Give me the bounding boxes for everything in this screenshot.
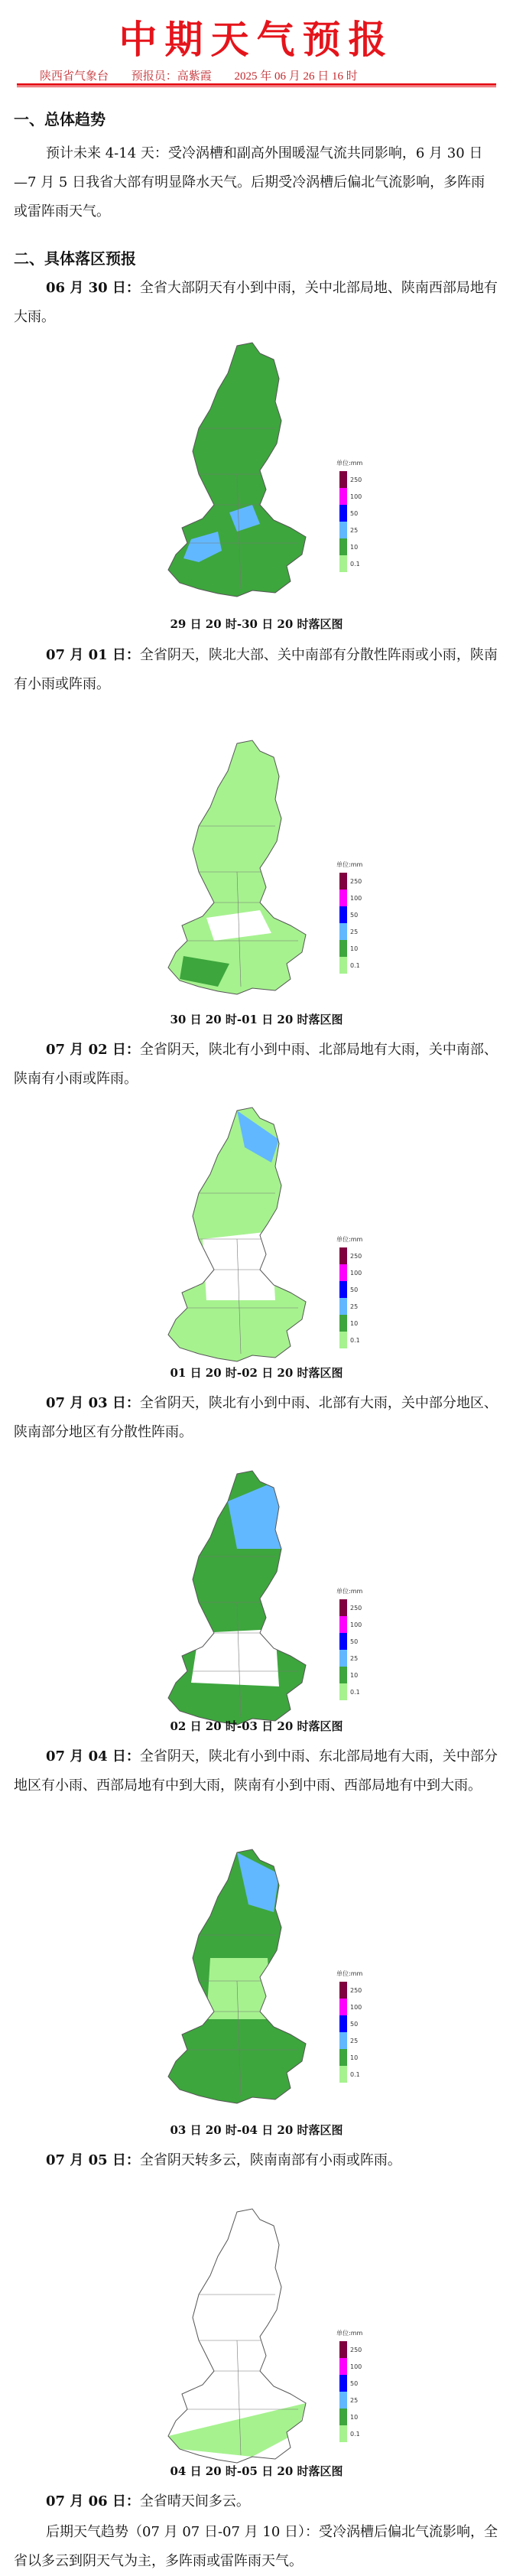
legend-swatch bbox=[339, 2392, 347, 2408]
later-trend-text: 受冷涡槽后偏北气流影响，全省以多云到阴天气为主，多阵雨或雷阵雨天气。 bbox=[14, 2524, 498, 2569]
legend-tick: 100 bbox=[350, 2004, 362, 2011]
province-fill bbox=[168, 740, 306, 994]
day-text: 全省晴天间多云。 bbox=[139, 2493, 250, 2509]
day-forecast bbox=[14, 2146, 498, 2175]
legend-tick: 0.1 bbox=[350, 962, 360, 969]
legend-swatch bbox=[339, 522, 347, 538]
shaanxi-map-svg bbox=[130, 1465, 329, 1732]
map-caption: 02 日 20 时-03 日 20 时落区图 bbox=[170, 1719, 343, 1733]
legend-tick: 10 bbox=[350, 2414, 359, 2421]
day-text: 全省阴天，陕北有小到中雨、北部局地有大雨，关中南部、陕南有小雨或阵雨。 bbox=[14, 1042, 498, 1087]
legend-tick: 250 bbox=[350, 878, 362, 885]
legend-tick: 250 bbox=[350, 1253, 362, 1260]
map-legend bbox=[336, 459, 385, 574]
legend-swatch bbox=[339, 1650, 347, 1667]
day-date: 07 月 03 日： bbox=[46, 1395, 140, 1411]
legend-tick: 25 bbox=[350, 2038, 359, 2044]
day-forecast bbox=[14, 2487, 498, 2516]
legend-tick: 250 bbox=[350, 2347, 362, 2353]
later-trend bbox=[14, 2518, 498, 2576]
legend-swatch bbox=[339, 2425, 347, 2442]
day-text: 全省阴天，陕北大部、关中南部有分散性阵雨或小雨，陕南有小雨或阵雨。 bbox=[14, 647, 498, 692]
legend-swatch bbox=[339, 555, 347, 572]
legend-tick: 25 bbox=[350, 2397, 359, 2404]
legend-swatch bbox=[339, 1999, 347, 2015]
legend-tick: 25 bbox=[350, 1655, 359, 1662]
map-legend bbox=[336, 1235, 385, 1350]
map-legend bbox=[336, 2329, 385, 2444]
legend-swatch bbox=[339, 906, 347, 923]
legend-tick: 100 bbox=[350, 895, 362, 902]
day-date: 06 月 30 日： bbox=[46, 280, 140, 296]
legend-tick: 50 bbox=[350, 2021, 359, 2028]
legend-swatch bbox=[339, 488, 347, 505]
rain-area bbox=[191, 1629, 279, 1686]
overall-trend-text: 预计未来 4-14 天：受冷涡槽和副高外围暖湿气流共同影响，6 月 30 日—7 月 5 日我省大部有明显降水天气。后期受冷涡槽后偏北气流影响，多阵雨或雷阵雨天气。 bbox=[14, 145, 485, 220]
legend-swatch bbox=[339, 957, 347, 974]
day-date: 07 月 01 日： bbox=[46, 647, 140, 663]
legend-tick: 50 bbox=[350, 2380, 359, 2387]
day-date: 07 月 05 日： bbox=[46, 2152, 140, 2168]
legend-tick: 10 bbox=[350, 2054, 359, 2061]
header-divider-thin bbox=[17, 86, 496, 87]
legend-swatch bbox=[339, 2049, 347, 2066]
legend-tick: 10 bbox=[350, 945, 359, 952]
legend-tick: 0.1 bbox=[350, 2431, 360, 2438]
section-heading-detail: 二、具体落区预报 bbox=[14, 249, 136, 268]
map-caption: 29 日 20 时-30 日 20 时落区图 bbox=[170, 617, 343, 631]
legend-tick: 10 bbox=[350, 544, 359, 551]
legend-swatch bbox=[339, 890, 347, 906]
map-caption: 03 日 20 时-04 日 20 时落区图 bbox=[170, 2123, 343, 2137]
legend-swatch bbox=[339, 2408, 347, 2425]
legend-swatch bbox=[339, 940, 347, 957]
legend-swatch bbox=[339, 873, 347, 890]
shaanxi-map-svg bbox=[130, 734, 329, 1002]
legend-tick: 25 bbox=[350, 929, 359, 935]
shaanxi-map-svg bbox=[130, 337, 329, 604]
legend-tick: 50 bbox=[350, 1286, 359, 1293]
day-date: 07 月 04 日： bbox=[46, 1748, 140, 1764]
map-caption: 01 日 20 时-02 日 20 时落区图 bbox=[170, 1366, 343, 1380]
header-divider bbox=[17, 83, 496, 86]
legend-swatch bbox=[339, 923, 347, 940]
legend-swatch bbox=[339, 505, 347, 522]
legend-swatch bbox=[339, 1264, 347, 1281]
legend-tick: 250 bbox=[350, 1605, 362, 1612]
legend-swatch bbox=[339, 1298, 347, 1315]
legend-tick: 0.1 bbox=[350, 1689, 360, 1696]
legend-unit: 单位:mm bbox=[336, 2330, 363, 2337]
legend-unit: 单位:mm bbox=[336, 1236, 363, 1243]
legend-tick: 0.1 bbox=[350, 1337, 360, 1344]
legend-swatch bbox=[339, 1633, 347, 1650]
legend-swatch bbox=[339, 1332, 347, 1348]
legend-swatch bbox=[339, 1315, 347, 1332]
legend-tick: 100 bbox=[350, 1270, 362, 1277]
legend-tick: 10 bbox=[350, 1672, 359, 1679]
page-title: 中期天气预报 bbox=[119, 17, 394, 62]
day-text: 全省阴天，陕北有小到中雨、东北部局地有大雨，关中部分地区有小雨、西部局地有中到大雨，陕南有小到中雨、西部局地有中到大雨。 bbox=[14, 1748, 498, 1794]
legend-swatch bbox=[339, 1616, 347, 1633]
legend-tick: 250 bbox=[350, 1987, 362, 1994]
legend-swatch bbox=[339, 1683, 347, 1700]
rain-area bbox=[206, 1958, 271, 2019]
map-caption: 30 日 20 时-01 日 20 时落区图 bbox=[170, 1013, 343, 1026]
legend-swatch bbox=[339, 1247, 347, 1264]
day-date: 07 月 02 日： bbox=[46, 1042, 140, 1058]
legend-tick: 100 bbox=[350, 493, 362, 500]
legend-unit: 单位:mm bbox=[336, 861, 363, 868]
legend-swatch bbox=[339, 2358, 347, 2375]
issue-date: 2025 年 06 月 26 日 16 时 bbox=[234, 70, 358, 83]
legend-swatch bbox=[339, 538, 347, 555]
legend-swatch bbox=[339, 1599, 347, 1616]
section-heading-overall: 一、总体趋势 bbox=[14, 110, 106, 128]
legend-tick: 50 bbox=[350, 912, 359, 919]
legend-swatch bbox=[339, 2375, 347, 2392]
legend-tick: 25 bbox=[350, 527, 359, 534]
day-text: 全省阴天转多云，陕南南部有小雨或阵雨。 bbox=[139, 2152, 401, 2168]
legend-swatch bbox=[339, 2015, 347, 2032]
legend-swatch bbox=[339, 2341, 347, 2358]
legend-tick: 100 bbox=[350, 1621, 362, 1628]
legend-tick: 0.1 bbox=[350, 561, 360, 568]
legend-tick: 50 bbox=[350, 1638, 359, 1645]
day-forecast bbox=[14, 641, 498, 699]
day-text: 全省阴天，陕北有小到中雨、北部有大雨，关中部分地区、陕南部分地区有分散性阵雨。 bbox=[14, 1395, 498, 1440]
map-legend bbox=[336, 1587, 385, 1702]
day-forecast bbox=[14, 1389, 498, 1447]
legend-unit: 单位:mm bbox=[336, 1588, 363, 1595]
map-legend bbox=[336, 1969, 385, 2084]
legend-tick: 0.1 bbox=[350, 2071, 360, 2078]
shaanxi-map-svg bbox=[130, 2203, 329, 2470]
forecaster: 预报员：高紫霞 bbox=[131, 70, 212, 83]
shaanxi-map-svg bbox=[130, 1843, 329, 2111]
map-caption: 04 日 20 时-05 日 20 时落区图 bbox=[170, 2464, 343, 2478]
legend-swatch bbox=[339, 2032, 347, 2049]
legend-swatch bbox=[339, 2066, 347, 2083]
later-trend-label: 后期天气趋势（07 月 07 日-07 月 10 日）： bbox=[46, 2524, 320, 2540]
legend-tick: 50 bbox=[350, 510, 359, 517]
legend-tick: 25 bbox=[350, 1303, 359, 1310]
legend-swatch bbox=[339, 471, 347, 488]
issuing-org: 陕西省气象台 bbox=[40, 70, 109, 83]
legend-swatch bbox=[339, 1667, 347, 1683]
day-text: 全省大部阴天有小到中雨，关中北部局地、陕南西部局地有大雨。 bbox=[14, 280, 498, 325]
legend-tick: 100 bbox=[350, 2363, 362, 2370]
day-forecast bbox=[14, 1036, 498, 1094]
day-date: 07 月 06 日： bbox=[46, 2493, 140, 2509]
header-meta bbox=[40, 67, 378, 83]
legend-tick: 250 bbox=[350, 476, 362, 483]
legend-swatch bbox=[339, 1281, 347, 1298]
legend-tick: 10 bbox=[350, 1320, 359, 1327]
legend-unit: 单位:mm bbox=[336, 1970, 363, 1977]
legend-unit: 单位:mm bbox=[336, 460, 363, 467]
legend-swatch bbox=[339, 1982, 347, 1999]
shaanxi-map-svg bbox=[130, 1101, 329, 1369]
day-forecast bbox=[14, 274, 498, 332]
province-fill bbox=[168, 1107, 306, 1361]
day-forecast bbox=[14, 1742, 498, 1800]
map-legend bbox=[336, 860, 385, 975]
